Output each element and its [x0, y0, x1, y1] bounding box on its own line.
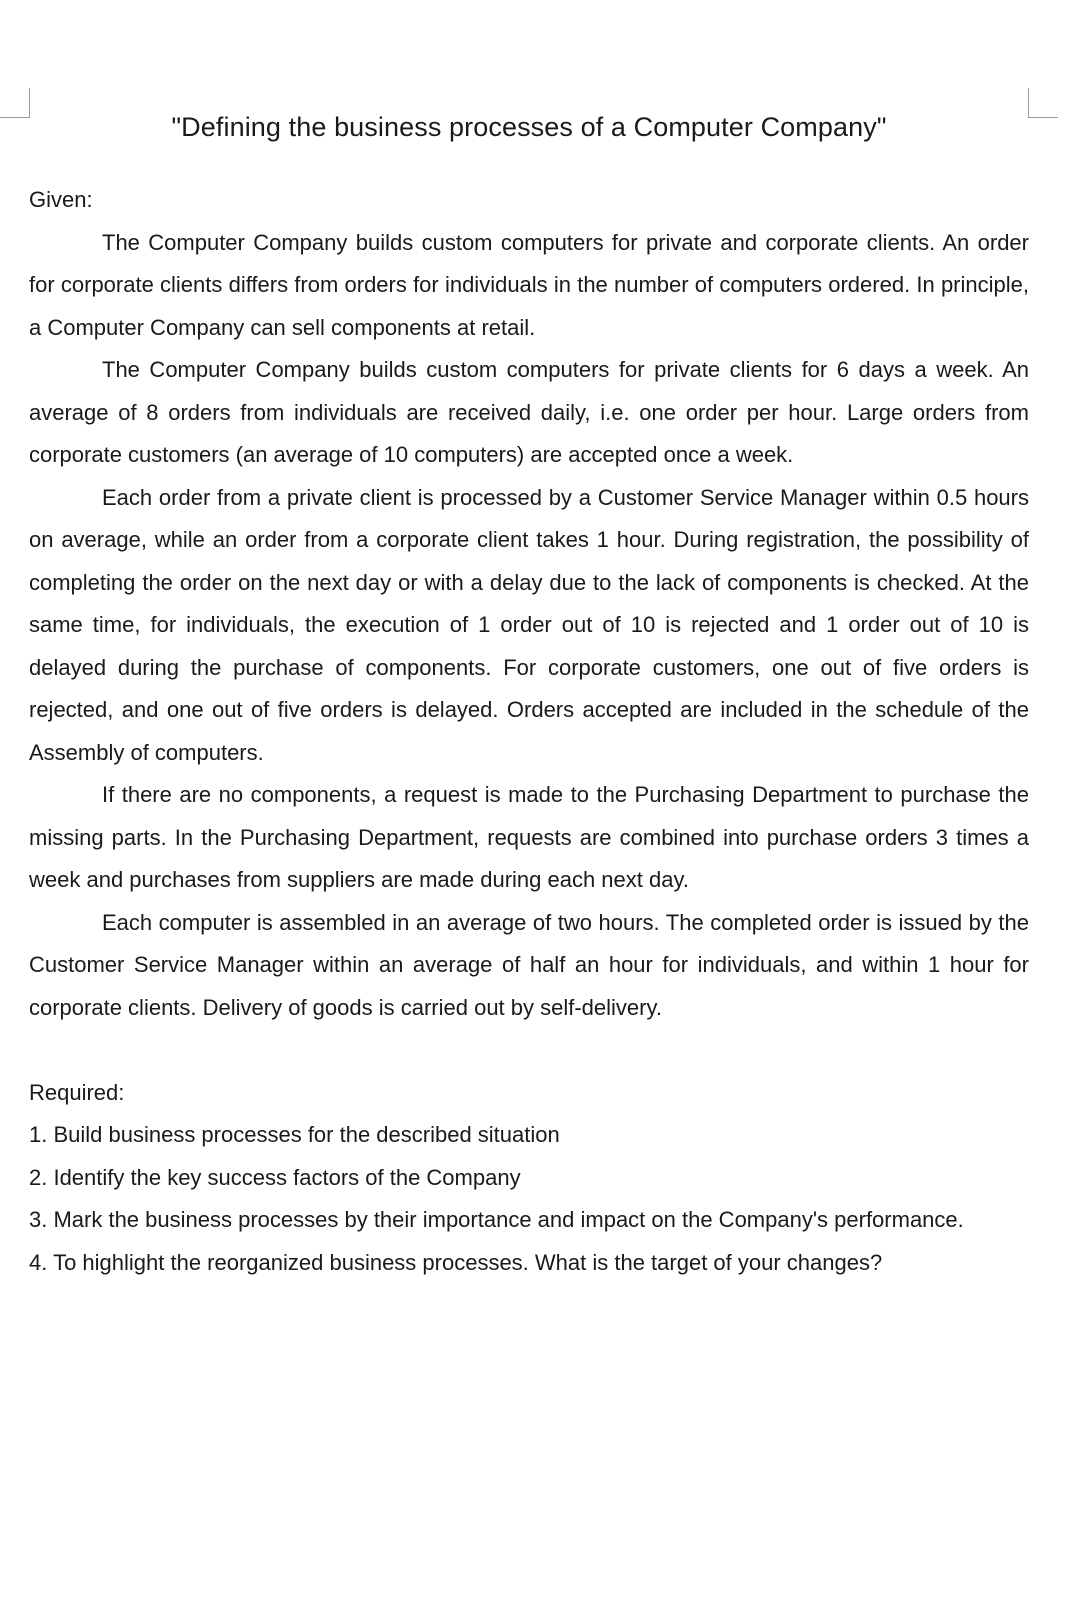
- paragraph-2: The Computer Company builds custom computers for private clients for 6 days a week. An average of 8 orders from individuals are received daily, i.e. one order per hour. Large orders from corporate customers (an average of 10 computers) are accepted once a week.: [29, 357, 1029, 467]
- requirement-item: 2. Identify the key success factors of the Company: [29, 1164, 521, 1190]
- requirements-list: [29, 1114, 1029, 1284]
- requirement-item: 3. Mark the business processes by their importance and impact on the Company's performance.: [29, 1207, 964, 1232]
- paragraph-5: Each computer is assembled in an average of two hours. The completed order is issued by the Customer Service Manager within an average of half an hour for individuals, and within 1 hour for corporate clients. Delivery of goods is carried out by self-delivery.: [29, 909, 1029, 1020]
- given-label: Given:: [29, 187, 93, 212]
- paragraph-1: The Computer Company builds custom computers for private and corporate clients. An order for corporate clients differs from orders for individuals in the number of computers ordered. In principle, a Computer Company can sell components at retail.: [29, 229, 1029, 340]
- paragraph-3: Each order from a private client is processed by a Customer Service Manager within 0.5 hours on average, while an order from a corporate client takes 1 hour. During registration, the possibility of completing the order on the next day or with a delay due to the lack of components is checked. At the same time, for individuals, the execution of 1 order out of 10 is rejected and 1 order out of 10 is delayed during the purchase of components. For corporate customers, one out of five orders is rejected, and one out of five orders is delayed. Orders accepted are included in the schedule of the Assembly of computers.: [29, 484, 1029, 765]
- paragraph-4: If there are no components, a request is made to the Purchasing Department to purchase the missing parts. In the Purchasing Department, requests are combined into purchase orders 3 times a week and purchases from suppliers are made during each next day.: [29, 782, 1029, 892]
- document-page: [29, 112, 1029, 1284]
- page-corner-mark-right: [1028, 88, 1058, 118]
- requirement-item: 1. Build business processes for the described situation: [29, 1122, 560, 1147]
- required-label: Required:: [29, 1079, 125, 1105]
- page-corner-mark-left: [0, 88, 30, 118]
- requirement-item: 4. To highlight the reorganized business processes. What is the target of your changes?: [29, 1249, 883, 1275]
- document-title: "Defining the business processes of a Computer Company": [171, 112, 887, 142]
- blank-line: [29, 1029, 1029, 1072]
